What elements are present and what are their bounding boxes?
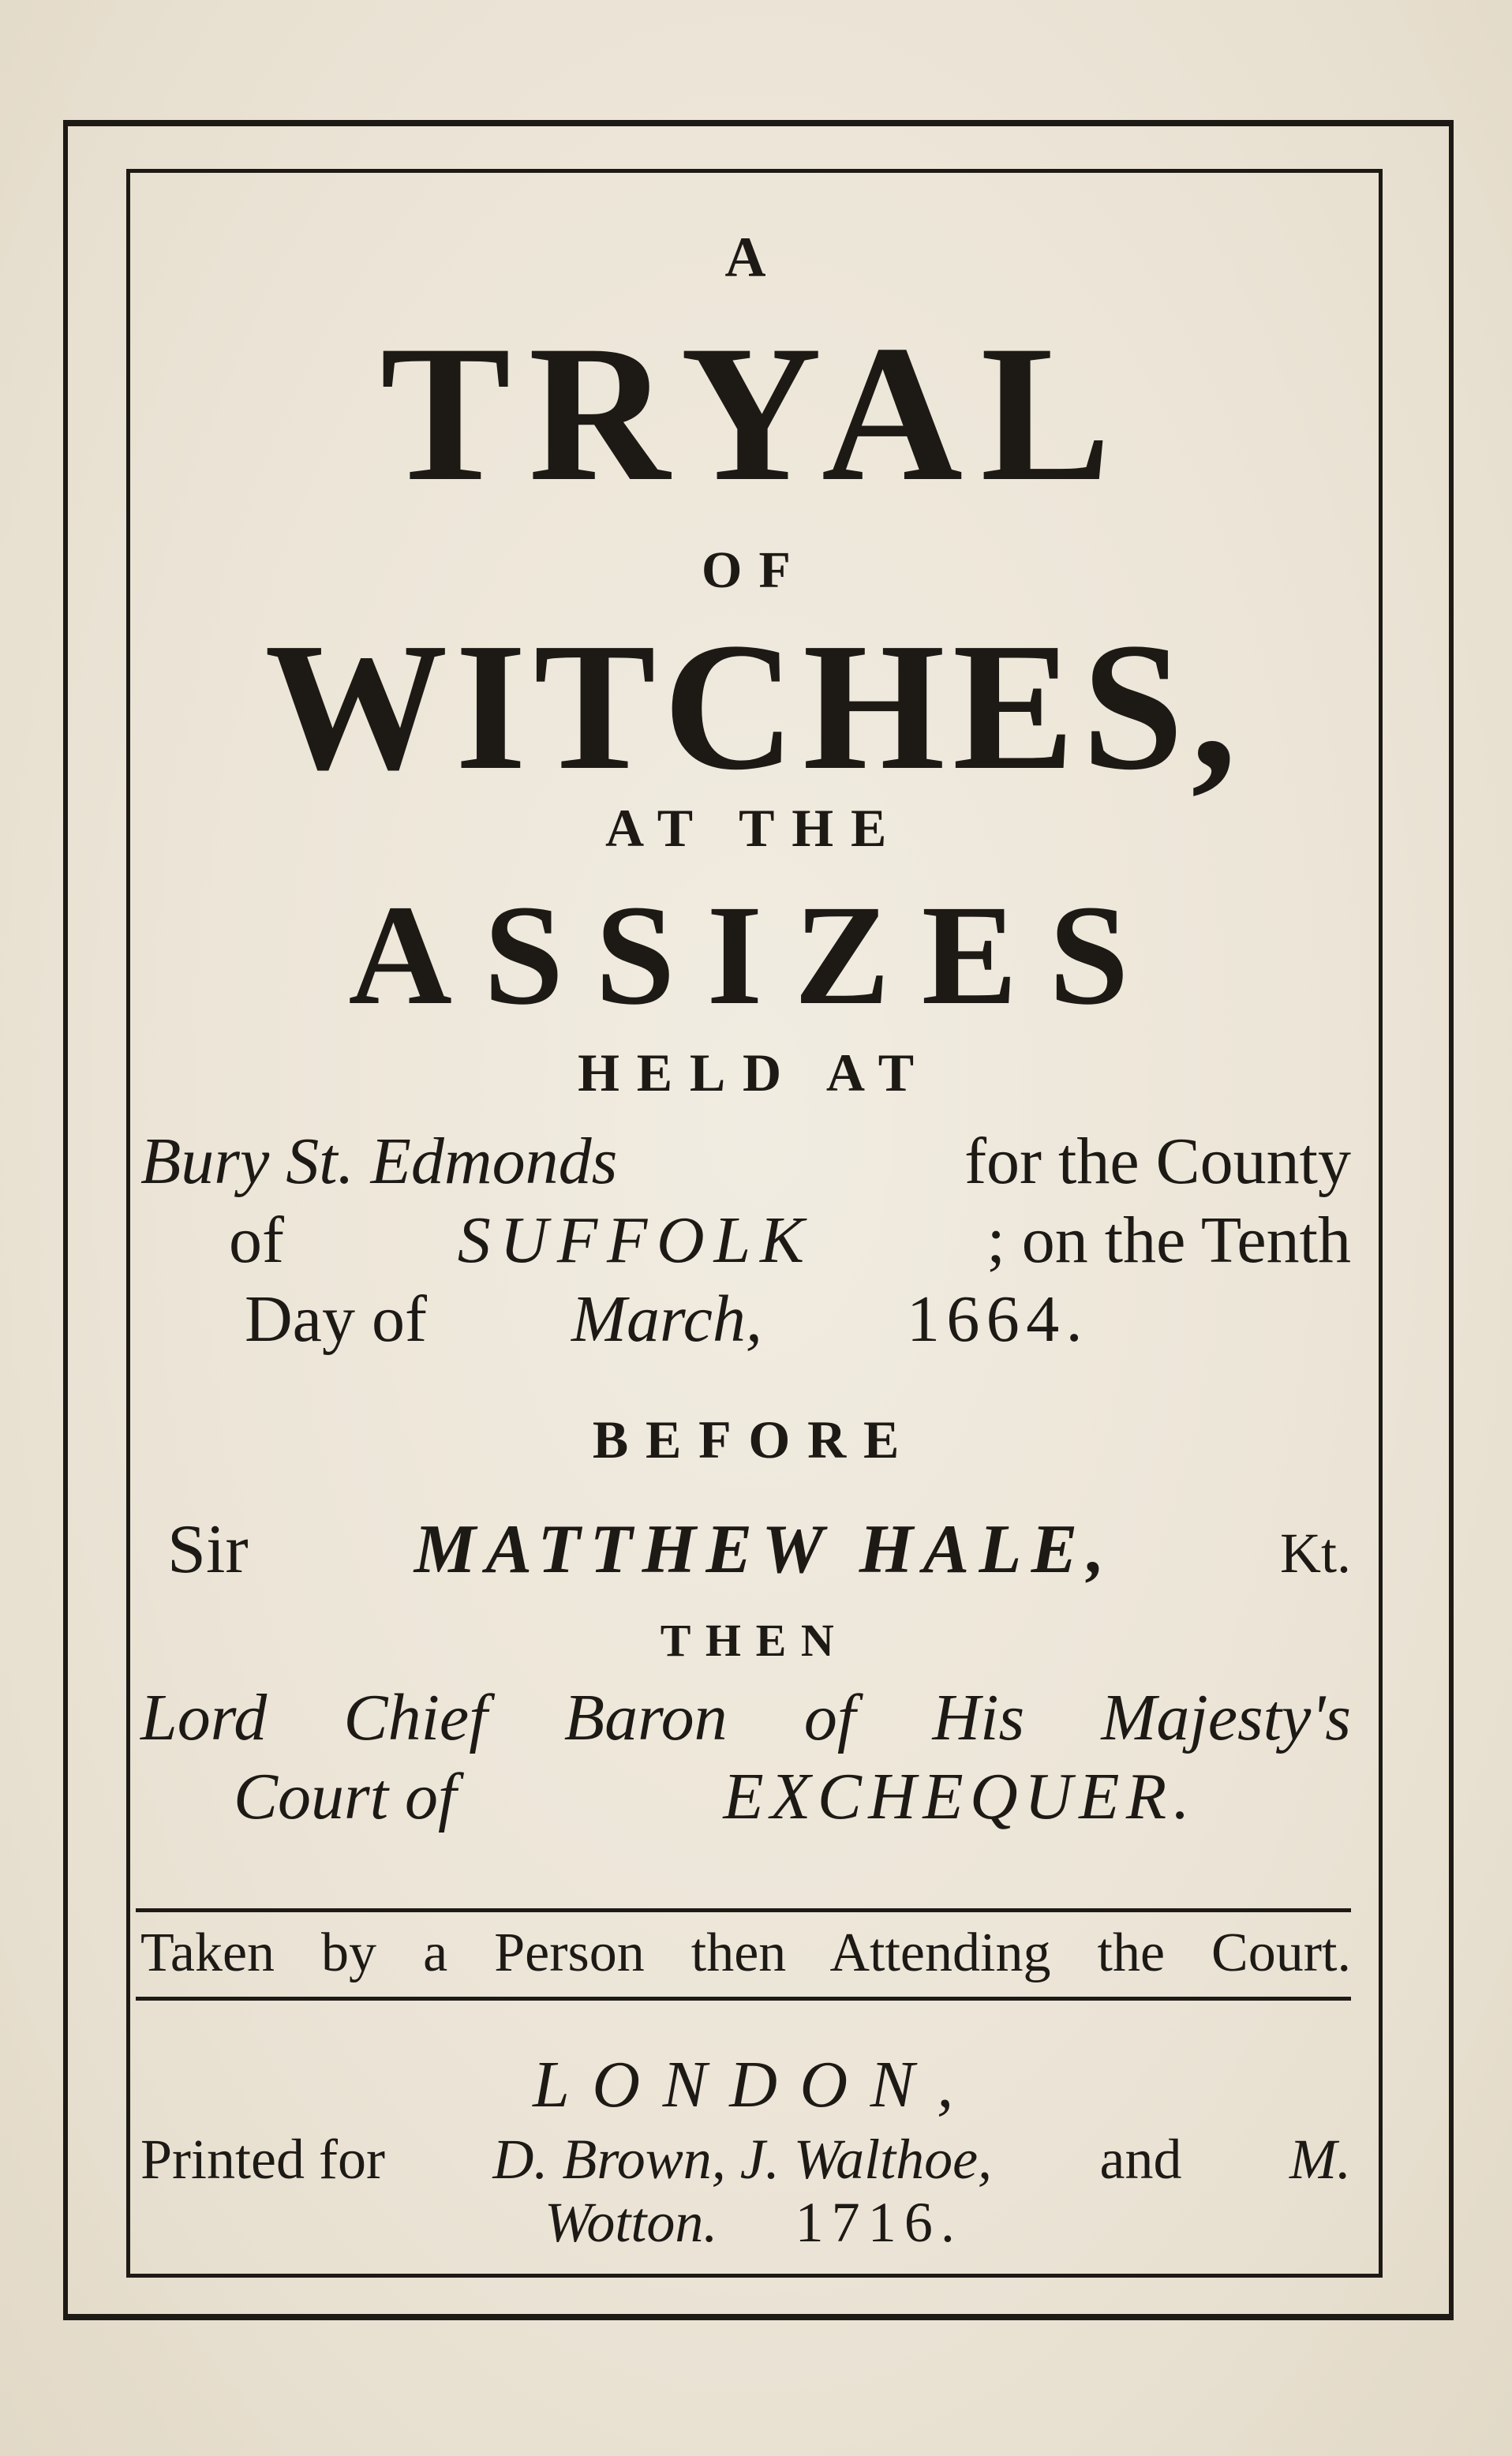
place-day-of: Day of xyxy=(245,1282,427,1356)
imprint-printers: D. Brown, J. Walthoe, xyxy=(492,2128,993,2191)
assizes-heading: ASSIZES xyxy=(348,876,1161,1035)
taken-by-line: Taken by a Person then Attending the Court. xyxy=(140,1922,1351,1983)
judge-line xyxy=(167,1511,1351,1588)
place-of: of xyxy=(229,1204,284,1277)
title-sub: WITCHES, xyxy=(264,605,1244,808)
title-of: OF xyxy=(702,541,807,599)
title-main: TRYAL xyxy=(380,305,1129,522)
place-town: Bury St. Edmonds xyxy=(140,1125,618,1198)
imprint-line-2 xyxy=(545,2191,963,2254)
office-line-1: Lord Chief Baron of His Majesty's xyxy=(140,1681,1351,1754)
before-label: BEFORE xyxy=(592,1410,917,1469)
place-county: SUFFOLK xyxy=(457,1204,814,1277)
place-line-1 xyxy=(140,1125,1351,1198)
judge-sir: Sir xyxy=(167,1511,249,1588)
judge-title: Kt. xyxy=(1279,1522,1351,1585)
office-line-2 xyxy=(234,1760,1196,1833)
imprint-city: LONDON, xyxy=(533,2048,976,2121)
place-year: 1664. xyxy=(907,1282,1089,1356)
place-line-3 xyxy=(245,1282,1089,1356)
imprint-year: 1716. xyxy=(795,2191,963,2254)
place-county-lead: for the County xyxy=(964,1125,1351,1198)
held-at: HELD AT xyxy=(578,1043,931,1103)
office-court-of: Court of xyxy=(234,1760,457,1833)
title-article: A xyxy=(724,226,784,289)
rule-bottom xyxy=(136,1997,1351,2001)
judge-name: MATTHEW HALE, xyxy=(414,1511,1114,1588)
imprint-line-1 xyxy=(140,2128,1351,2191)
imprint-printed-for: Printed for xyxy=(140,2128,385,2191)
office-exchequer: EXCHEQUER. xyxy=(723,1760,1196,1833)
then-label: THEN xyxy=(660,1615,849,1666)
place-date-lead: ; on the Tenth xyxy=(986,1204,1351,1277)
place-month: March, xyxy=(571,1282,762,1356)
imprint-wotton: Wotton. xyxy=(545,2191,718,2254)
rule-top xyxy=(136,1908,1351,1912)
imprint-initial: M. xyxy=(1289,2128,1351,2191)
imprint-and: and xyxy=(1099,2128,1182,2191)
place-line-2 xyxy=(229,1204,1351,1277)
at-the: AT THE xyxy=(604,798,904,858)
